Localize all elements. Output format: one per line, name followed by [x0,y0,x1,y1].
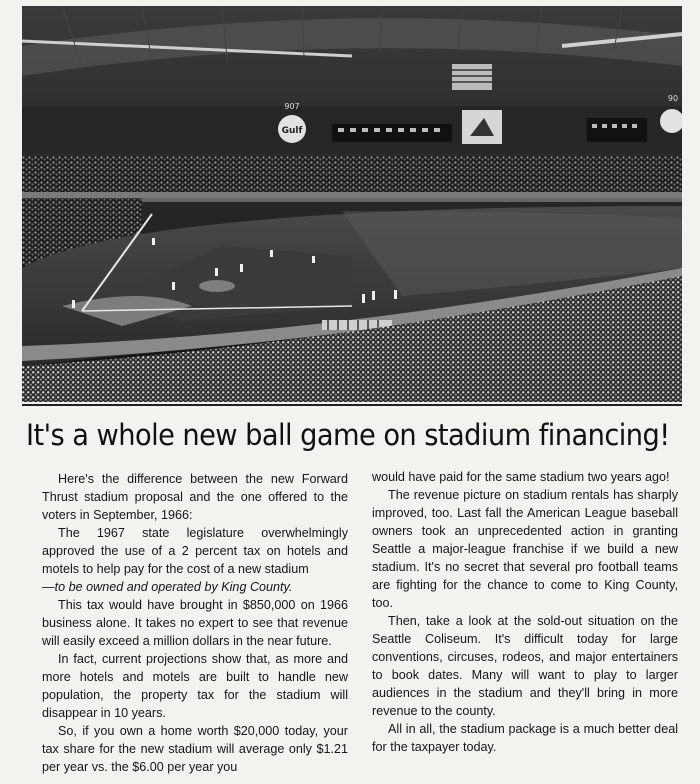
paragraph: In fact, current projections show that, as more and more hotels and motels are built to handle new population, the property tax for the stadium will disappear in 10 years. [42,652,348,720]
svg-text:907: 907 [284,102,300,111]
paragraph: Here's the difference between the new Forward Thrust stadium proposal and the one offered to the voters in September, 1966: [42,472,348,522]
paragraph: The 1967 state legislature overwhelmingly approved the use of a 2 percent tax on hotels and motels to help pay for the cost of a new stadium —to be owned and operated by King County. [42,526,348,594]
paragraph: The revenue picture on stadium rentals has sharply improved, too. Last fall the American League baseball owners took an unprecedented action in granting Seattle a major-league franchise if we build a new stadium. It's no secret that several pro football teams are fighting for the chance to come to King County, too. [372,488,678,610]
emphasis-text: —to be owned and operated by King County. [42,580,293,594]
svg-text:Gulf: Gulf [281,126,303,136]
right-column [372,468,678,756]
stadium-photo-image [22,6,682,402]
headline: It's a whole new ball game on stadium financing! [26,418,670,452]
paragraph: would have paid for the same stadium two years ago! [372,470,670,484]
stadium-photo [22,6,682,402]
paragraph: All in all, the stadium package is a much better deal for the taxpayer today. [372,722,678,754]
svg-text:90: 90 [667,94,679,103]
paragraph: Then, take a look at the sold-out situation on the Seattle Coliseum. It's difficult today for large conventions, circuses, rodeos, and major entertainers to book dates. Many will want to play to larger audiences in the stadium and they'll bring in more revenue to the county. [372,614,678,718]
paragraph: So, if you own a home worth $20,000 today, your tax share for the new stadium will average only $1.21 per year vs. the $6.00 per year you [42,724,348,774]
left-column [42,470,348,776]
divider-rule [22,404,682,406]
paragraph: This tax would have brought in $850,000 on 1966 business alone. It takes no expert to see that revenue will easily exceed a million dollars in the near future. [42,598,348,648]
